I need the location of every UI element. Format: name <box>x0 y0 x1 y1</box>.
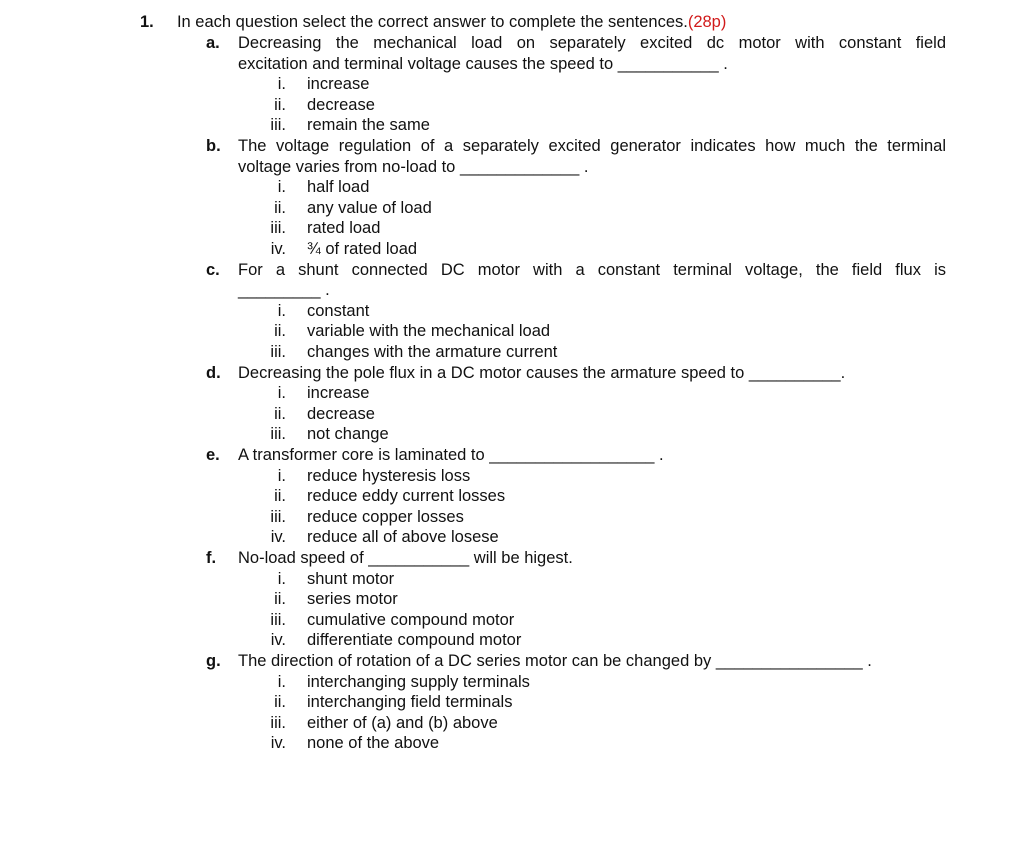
answer-option: interchanging field terminals <box>307 693 513 712</box>
answer-option: any value of load <box>307 198 432 217</box>
item-question-text: No-load speed of ___________ will be higest. <box>238 549 573 567</box>
answer-option: constant <box>307 301 370 320</box>
answer-option: increase <box>307 384 370 403</box>
option-numeral: iii. <box>270 507 286 526</box>
option-numeral: ii. <box>274 322 286 341</box>
option-numeral: iii. <box>270 219 286 238</box>
answer-option: reduce eddy current losses <box>307 487 506 506</box>
option-numeral: iii. <box>270 343 286 361</box>
option-numeral: i. <box>277 672 286 691</box>
option-numeral: i. <box>277 301 286 320</box>
answer-option: ¾ of rated load <box>307 240 418 258</box>
option-numeral: iv. <box>270 240 286 258</box>
answer-option: decrease <box>307 404 375 423</box>
item-letter: f. <box>206 549 217 567</box>
option-numeral: iii. <box>270 116 286 135</box>
item-question-text: The voltage regulation of a separately excited generator indicates how much the terminal <box>238 137 946 155</box>
option-numeral: i. <box>277 178 286 197</box>
answer-option: interchanging supply terminals <box>307 672 530 691</box>
item-question-text: The direction of rotation of a DC series motor can be changed by ________________ . <box>238 652 872 670</box>
option-numeral: iii. <box>270 610 286 629</box>
answer-option: not change <box>307 425 389 444</box>
option-numeral: ii. <box>274 590 286 609</box>
item-question-text: A transformer core is laminated to __________________ . <box>238 446 664 464</box>
item-question-text: excitation and terminal voltage causes the speed to ___________ . <box>238 54 728 73</box>
answer-option: remain the same <box>307 116 430 135</box>
option-numeral: iv. <box>270 528 286 547</box>
item-letter: a. <box>206 34 220 52</box>
option-numeral: iii. <box>270 425 286 444</box>
item-question-text: Decreasing the pole flux in a DC motor causes the armature speed to __________. <box>238 363 846 382</box>
answer-option: variable with the mechanical load <box>307 322 551 341</box>
option-numeral: i. <box>277 569 286 588</box>
item-question-text: Decreasing the mechanical load on separately excited dc motor with constant field <box>238 34 946 52</box>
question-points: (28p) <box>687 13 727 31</box>
item-letter: e. <box>206 446 220 464</box>
answer-option: either of (a) and (b) above <box>307 713 498 732</box>
question-instruction: In each question select the correct answer to complete the sentences. <box>176 13 688 31</box>
answer-option: reduce hysteresis loss <box>307 466 471 485</box>
answer-option: series motor <box>307 590 398 609</box>
answer-option: rated load <box>307 219 381 238</box>
option-numeral: iv. <box>270 631 286 650</box>
answer-option: increase <box>307 75 370 94</box>
option-numeral: i. <box>277 466 286 485</box>
answer-option: differentiate compound motor <box>307 631 522 650</box>
option-numeral: iv. <box>270 734 286 753</box>
item-question-text: For a shunt connected DC motor with a constant terminal voltage, the field flux is <box>238 260 946 279</box>
item-question-text: _________ . <box>238 281 330 300</box>
question-header <box>140 12 726 32</box>
question-number: 1. <box>140 13 154 31</box>
item-question-text: voltage varies from no-load to _____________ . <box>238 157 589 176</box>
option-numeral: i. <box>277 75 286 94</box>
answer-option: cumulative compound motor <box>307 610 515 629</box>
option-numeral: ii. <box>274 693 286 712</box>
option-numeral: ii. <box>274 95 286 114</box>
option-numeral: ii. <box>274 487 286 506</box>
answer-option: none of the above <box>307 734 440 753</box>
option-numeral: ii. <box>274 404 286 423</box>
option-numeral: i. <box>277 384 286 403</box>
item-letter: d. <box>206 363 221 382</box>
option-numeral: ii. <box>274 198 286 217</box>
option-numeral: iii. <box>270 713 286 732</box>
answer-option: reduce all of above losese <box>307 528 499 547</box>
answer-option: half load <box>307 178 370 197</box>
item-letter: b. <box>206 137 221 155</box>
answer-option: changes with the armature current <box>307 343 558 361</box>
answer-option: decrease <box>307 95 375 114</box>
item-letter: c. <box>206 260 220 279</box>
item-letter: g. <box>206 652 221 670</box>
answer-option: reduce copper losses <box>307 507 464 526</box>
answer-option: shunt motor <box>307 569 395 588</box>
